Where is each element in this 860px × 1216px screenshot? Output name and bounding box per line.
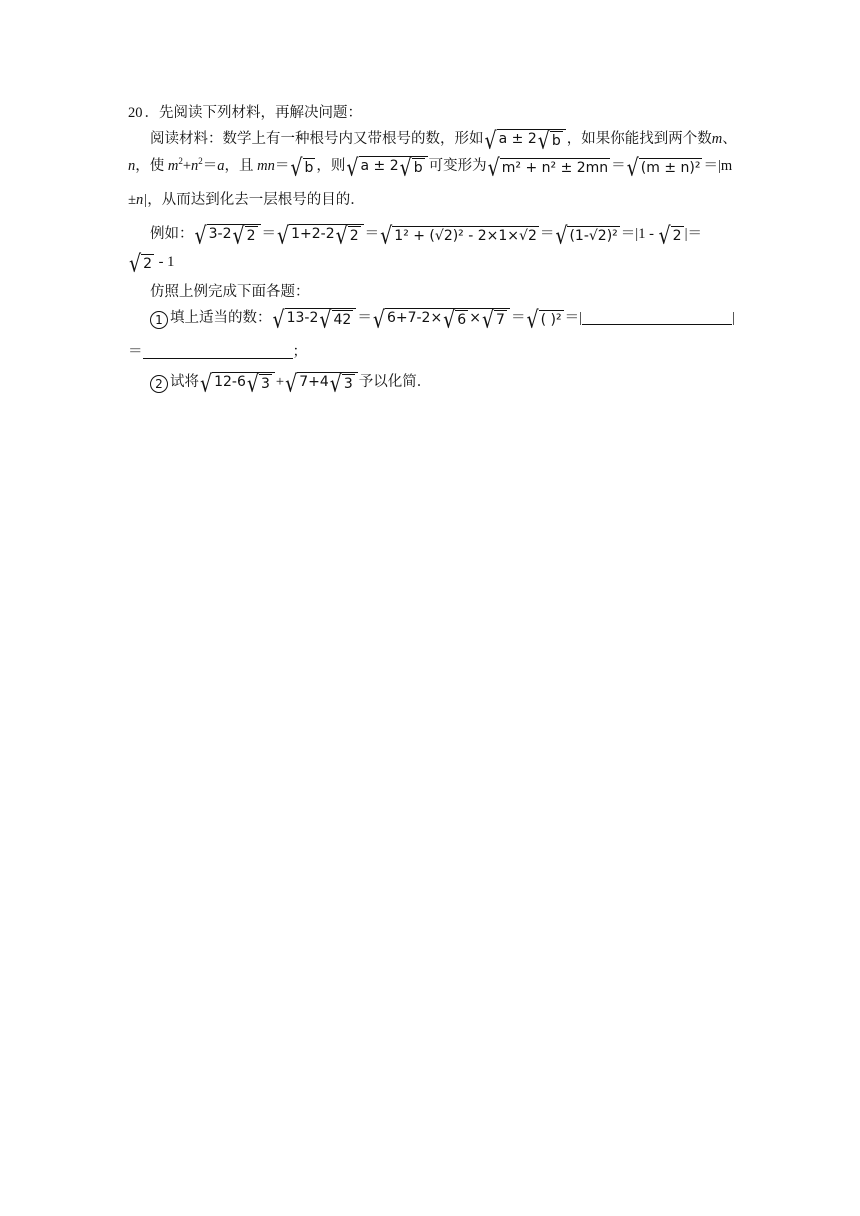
instruction-line <box>150 282 738 308</box>
circled-2-icon: 2 <box>150 375 168 393</box>
radical-b-2: √ b <box>290 154 314 182</box>
answer-blank-1[interactable] <box>582 308 732 325</box>
var-m: m <box>711 131 723 147</box>
problem-title-line <box>128 103 738 129</box>
reading-text-2: ，如果你能找到两个数 <box>566 131 712 147</box>
var-n: n <box>128 158 136 174</box>
circled-1-icon: 1 <box>150 311 168 329</box>
reading-line-1: 阅读材料：数学上有一种根号内又带根号的数，形如 √ a ± 2 √ b ，如果你能找到两个数m、 <box>150 127 737 155</box>
problem-20 <box>128 103 738 402</box>
question-2-line: 2 试将 √ 12-6 √ 3 + √ 7+4 √ 3 予以化简． <box>150 372 738 402</box>
answer-blank-2[interactable] <box>143 342 293 359</box>
radical-m2-n2: √ m² + n² ± 2mn <box>487 154 609 182</box>
question-1-line-2: ＝ ； <box>128 344 307 360</box>
radical-a-pm-2sqrtb: √ a ± 2 √ b <box>485 129 566 150</box>
example-line-2: √ 2 - 1 <box>129 250 175 278</box>
radical-b: √ b <box>537 127 561 155</box>
problem-title: 先阅读下列材料，再解决问题： <box>159 105 362 121</box>
radical-m-pm-n-squared: √ (m ± n)² <box>626 154 701 182</box>
question-1-line: 1 填上适当的数： √ 13-2 √ 42 ＝ √ 6+7-2× √ 6 × √ 7 ＝ √ ( )² ＝| | <box>150 308 738 342</box>
radical-a-pm-2sqrtb-2: √ a ± 2 √ b <box>346 156 427 177</box>
problem-number: 20 <box>128 105 143 121</box>
example-label: 例如： <box>150 226 194 242</box>
example-line-1: 例如： √ 3-2 √ 2 ＝ √ 1+2-2 √ 2 ＝ √ 1² + (√2)² - 2×1×√2 ＝ √ (1-√2)² ＝|1 - √ 2 |＝ <box>150 222 702 250</box>
reading-text-1: 阅读材料：数学上有一种根号内又带根号的数，形如 <box>150 131 484 147</box>
reading-line-3: ±n|，从而达到化去一层根号的目的． <box>128 192 365 208</box>
radical-a-text: a ± 2 <box>498 131 537 147</box>
instruction-text: 仿照上例完成下面各题： <box>150 284 310 300</box>
reading-line-2: n，使 $m^2+n^2=a$，且 mn＝ √ b ，则 √ a ± 2 √ b 可变形为 √ m² + n² ± 2mn ＝ √ (m ± n)² ＝|m <box>128 154 733 182</box>
problem-dot: ． <box>144 105 159 121</box>
